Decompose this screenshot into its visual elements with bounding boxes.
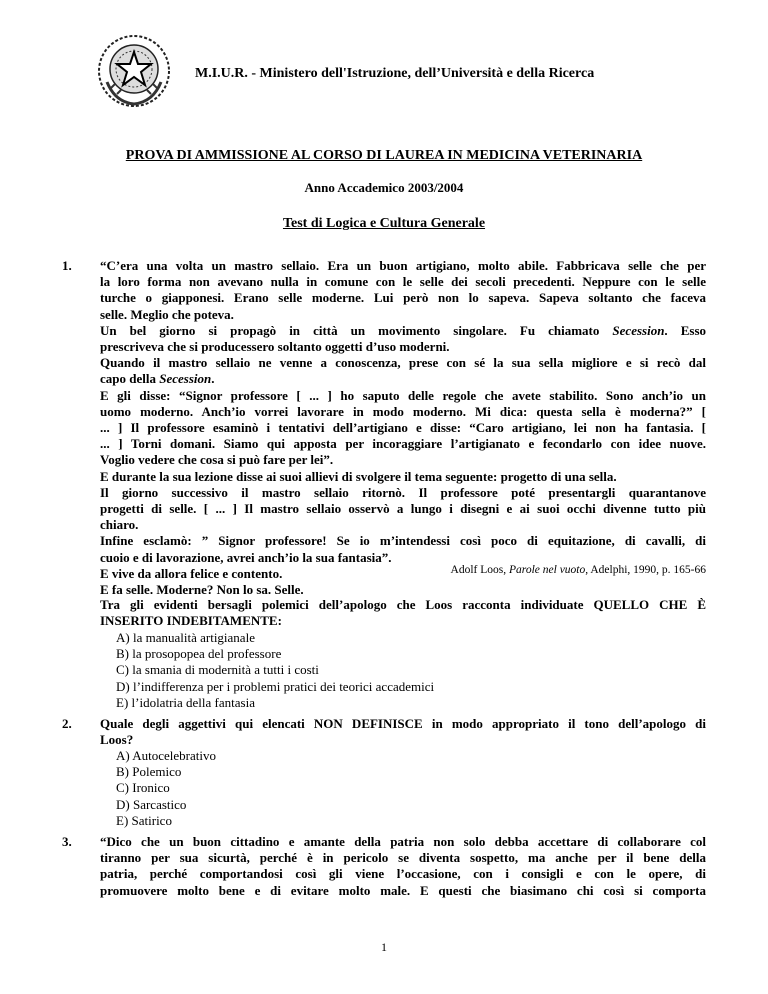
passage-line: turche o giapponesi. Erano selle moderne. Lui però non lo sapeva. Sapeva soltanto che faceva [100,290,706,306]
passage-line: ... ] Torni domani. Siamo qui apposta per incoraggiare l’artigianato e fecondarlo con idee nuove. [100,436,706,452]
passage-source: Adolf Loos, Parole nel vuoto, Adelphi, 1990, p. 165-66 [450,564,706,576]
answer-option[interactable]: A) Autocelebrativo [116,748,216,763]
question-1-passage [100,258,706,598]
question-3-number: 3. [62,834,72,849]
secession-term: Secession [612,322,665,338]
test-subtitle: Test di Logica e Cultura Generale [282,216,486,231]
passage-line: chiaro. [100,517,139,533]
answer-option[interactable]: E) Satirico [116,812,172,828]
question-1-prompt: Tra gli evidenti bersagli polemici dell’apologo che Loos racconta individuate QUELLO CHE È INSERITO INDEBITAMENTE: [100,597,706,629]
answer-option[interactable]: C) Ironico [116,780,170,796]
answer-option[interactable]: C) la smania di modernità a tutti i costi [116,662,319,678]
passage-line: “C’era una volta un mastro sellaio. Era un buon artigiano, molto abile. Fabbricava selle che per [100,258,706,273]
question-1-options [116,630,434,711]
question-2-options [116,748,216,829]
page-number: 1 [381,940,387,954]
passage-line: selle. Meglio che poteva. [100,306,234,322]
passage-line: Un bel giorno si propagò in città un movimento singolare. Fu chiamato Secession. Esso [100,322,706,338]
answer-option[interactable]: E) l’idolatria della fantasia [116,694,255,710]
passage-line: E durante la sua lezione disse ai suoi allievi di svolgere il tema seguente: progetto di una sella. [100,468,617,484]
question-2-prompt: Quale degli aggettivi qui elencati NON DEFINISCE in modo appropriato il tono dell’apologo di Loos? [100,716,706,748]
question-2-number: 2. [62,716,72,731]
passage-line: ... ] Il professore esaminò i tentativi dell’artigiano e disse: “Caro artigiano, lei non ha fantasia. [ [100,420,706,436]
passage-line: Quando il mastro sellaio ne venne a conoscenza, prese con sé la sua sella migliore e si recò dal [100,355,706,371]
question-3-passage: “Dico che un buon cittadino e amante della patria non solo debba accettare di collaborare col tiranno per sua sicurtà, perché è in pericolo se diventa sospetto, ma anche per il bene della patria, perché comportandosi così gli viene l’occasione, con i consigli e con le opere, di promuovere molto bene e di evitare molto male. E questi che biasimano chi così si comporta [100,834,706,898]
answer-option[interactable]: D) l’indifferenza per i problemi pratici dei teorici accademici [116,678,435,694]
passage-line: uomo moderno. Anch’io vorrei lavorare in modo moderno. Mi dica: questa sella è moderna?” [ [100,403,706,419]
passage-line: Il giorno successivo il mastro sellaio ritornò. Il professore poté presentargli quarantanove [100,484,706,500]
academic-year: Anno Accademico 2003/2004 [304,180,464,195]
question-1-number: 1. [62,258,72,273]
passage-line: prescriveva che si producessero soltanto oggetti d’uso moderni. [100,339,450,355]
passage-line: la loro forma non avevano nulla in comune con le selle dei secoli precedenti. Neppure con le selle [100,274,706,290]
secession-term: Secession [159,371,212,387]
passage-line: Voglio vedere che cosa si può fare per lei”. [100,452,334,468]
answer-option[interactable]: A) la manualità artigianale [116,630,255,645]
passage-line: capo della Secession. [100,371,215,387]
italian-republic-emblem-icon [95,32,173,110]
passage-line: progetti di selle. [ ... ] Il mastro sellaio osservò a lungo i disegni e ai suoi occhi divenne tutto più [100,501,706,517]
answer-option[interactable]: B) la prosopopea del professore [116,646,282,662]
passage-line: E fa selle. Moderne? Non lo sa. Selle. [100,582,304,598]
passage-line: Infine esclamò: ” Signor professore! Se io m’intendessi così poco di equitazione, di cavalli, di [100,533,706,549]
passage-line: cuoio e di lavorazione, avrei anch’io la sua fantasia”. [100,549,392,565]
passage-line: E vive da allora felice e contento. [100,565,283,581]
passage-line: E gli disse: “Signor professore [ ... ] ho saputo delle regole che avete stabilito. Sono anch’io un [100,387,706,403]
answer-option[interactable]: B) Polemico [116,764,182,780]
ministry-heading: M.I.U.R. - Ministero dell'Istruzione, dell’Università e della Ricerca [195,66,595,81]
exam-title: PROVA DI AMMISSIONE AL CORSO DI LAUREA IN MEDICINA VETERINARIA [125,148,643,163]
answer-option[interactable]: D) Sarcastico [116,796,187,812]
